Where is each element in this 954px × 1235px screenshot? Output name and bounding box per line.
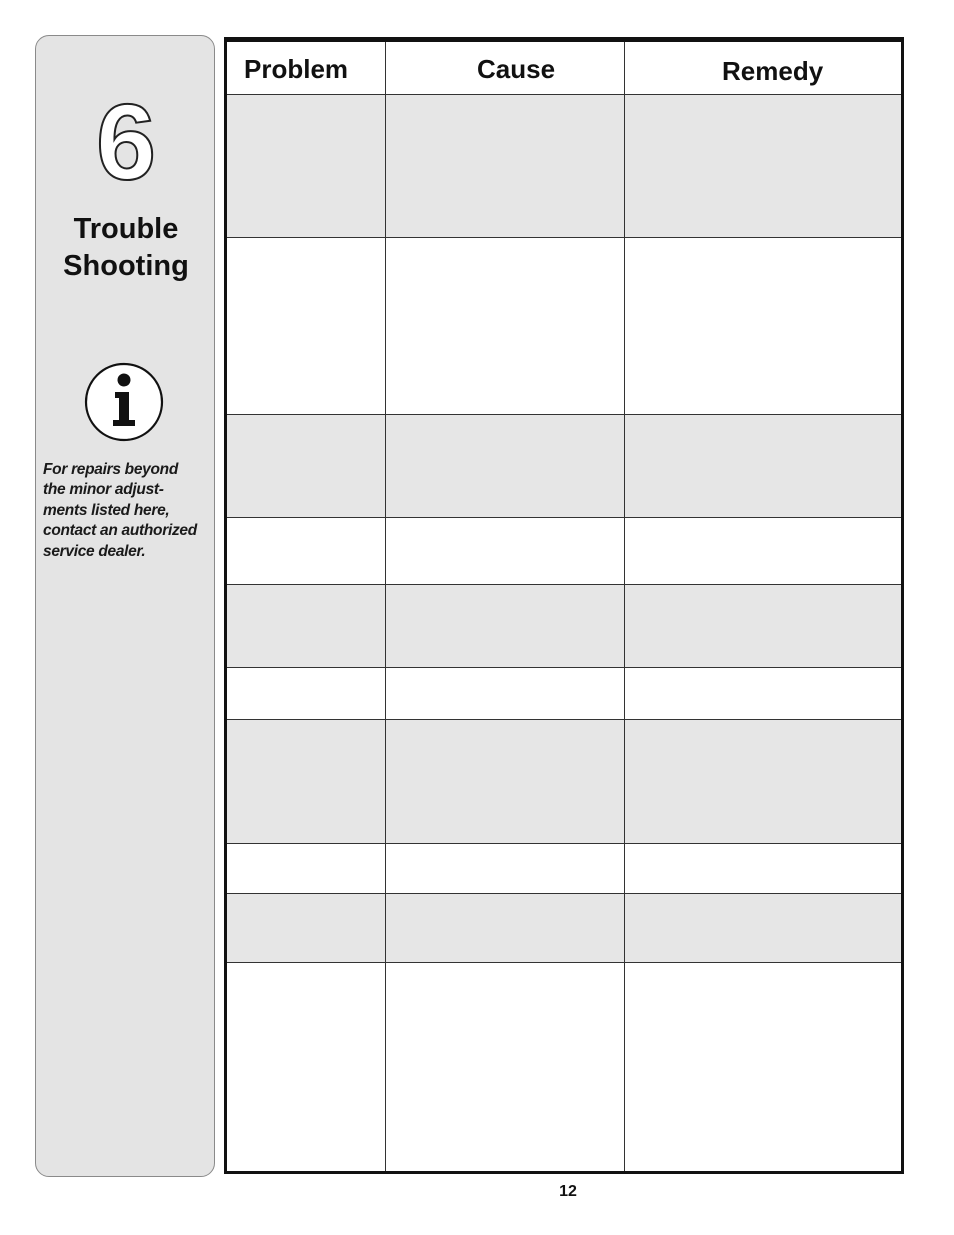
cause-cell: [385, 844, 624, 893]
table-row: [227, 238, 901, 415]
note-line: service dealer.: [43, 542, 146, 560]
problem-cell: [227, 95, 385, 237]
note-line: the minor adjust-: [43, 481, 164, 499]
cause-cell: [385, 238, 624, 414]
table-body: [227, 95, 901, 1171]
remedy-cell: [624, 585, 901, 667]
problem-cell: [227, 894, 385, 962]
cause-cell: [385, 668, 624, 719]
remedy-header-cell: [624, 42, 901, 94]
note-line: contact an authorized: [43, 522, 197, 540]
chapter-title: [36, 211, 216, 285]
remedy-cell: [624, 668, 901, 719]
problem-cell: [227, 844, 385, 893]
table-row: [227, 963, 901, 1171]
problem-header: Problem: [244, 54, 349, 84]
note-line: For repairs beyond: [43, 461, 178, 478]
chapter-sidebar: [35, 35, 215, 1177]
remedy-cell: [624, 95, 901, 237]
chapter-title-line1: Trouble: [73, 213, 179, 245]
table-row: [227, 518, 901, 585]
table-row: [227, 894, 901, 963]
problem-cell: [227, 668, 385, 719]
table-row: [227, 415, 901, 518]
problem-cell: [227, 585, 385, 667]
troubleshooting-table: [224, 37, 904, 1174]
remedy-cell: [624, 894, 901, 962]
note-line: ments listed here,: [43, 501, 170, 519]
problem-cell: [227, 238, 385, 414]
cause-header: Cause: [477, 54, 556, 84]
remedy-cell: [624, 720, 901, 843]
service-dealer-note: [43, 460, 211, 562]
chapter-title-line2: Shooting: [63, 250, 189, 282]
problem-header-cell: [227, 42, 385, 94]
cause-cell: [385, 95, 624, 237]
problem-cell: [227, 415, 385, 517]
table-row: [227, 585, 901, 668]
remedy-cell: [624, 963, 901, 1171]
cause-cell: [385, 415, 624, 517]
cause-cell: [385, 963, 624, 1171]
table-row: [227, 844, 901, 894]
table-row: [227, 720, 901, 844]
cause-cell: [385, 894, 624, 962]
cause-cell: [385, 585, 624, 667]
cause-header-cell: [385, 42, 624, 94]
cause-cell: [385, 518, 624, 584]
cause-cell: [385, 720, 624, 843]
info-icon: [84, 362, 164, 442]
remedy-cell: [624, 238, 901, 414]
table-row: [227, 668, 901, 720]
chapter-number: 6: [95, 81, 157, 202]
problem-cell: [227, 518, 385, 584]
table-header-row: [227, 42, 901, 95]
problem-cell: [227, 720, 385, 843]
remedy-header: Remedy: [722, 56, 824, 86]
table-row: [227, 95, 901, 238]
remedy-cell: [624, 844, 901, 893]
remedy-cell: [624, 415, 901, 517]
remedy-cell: [624, 518, 901, 584]
page-number: 12: [559, 1183, 577, 1200]
problem-cell: [227, 963, 385, 1171]
